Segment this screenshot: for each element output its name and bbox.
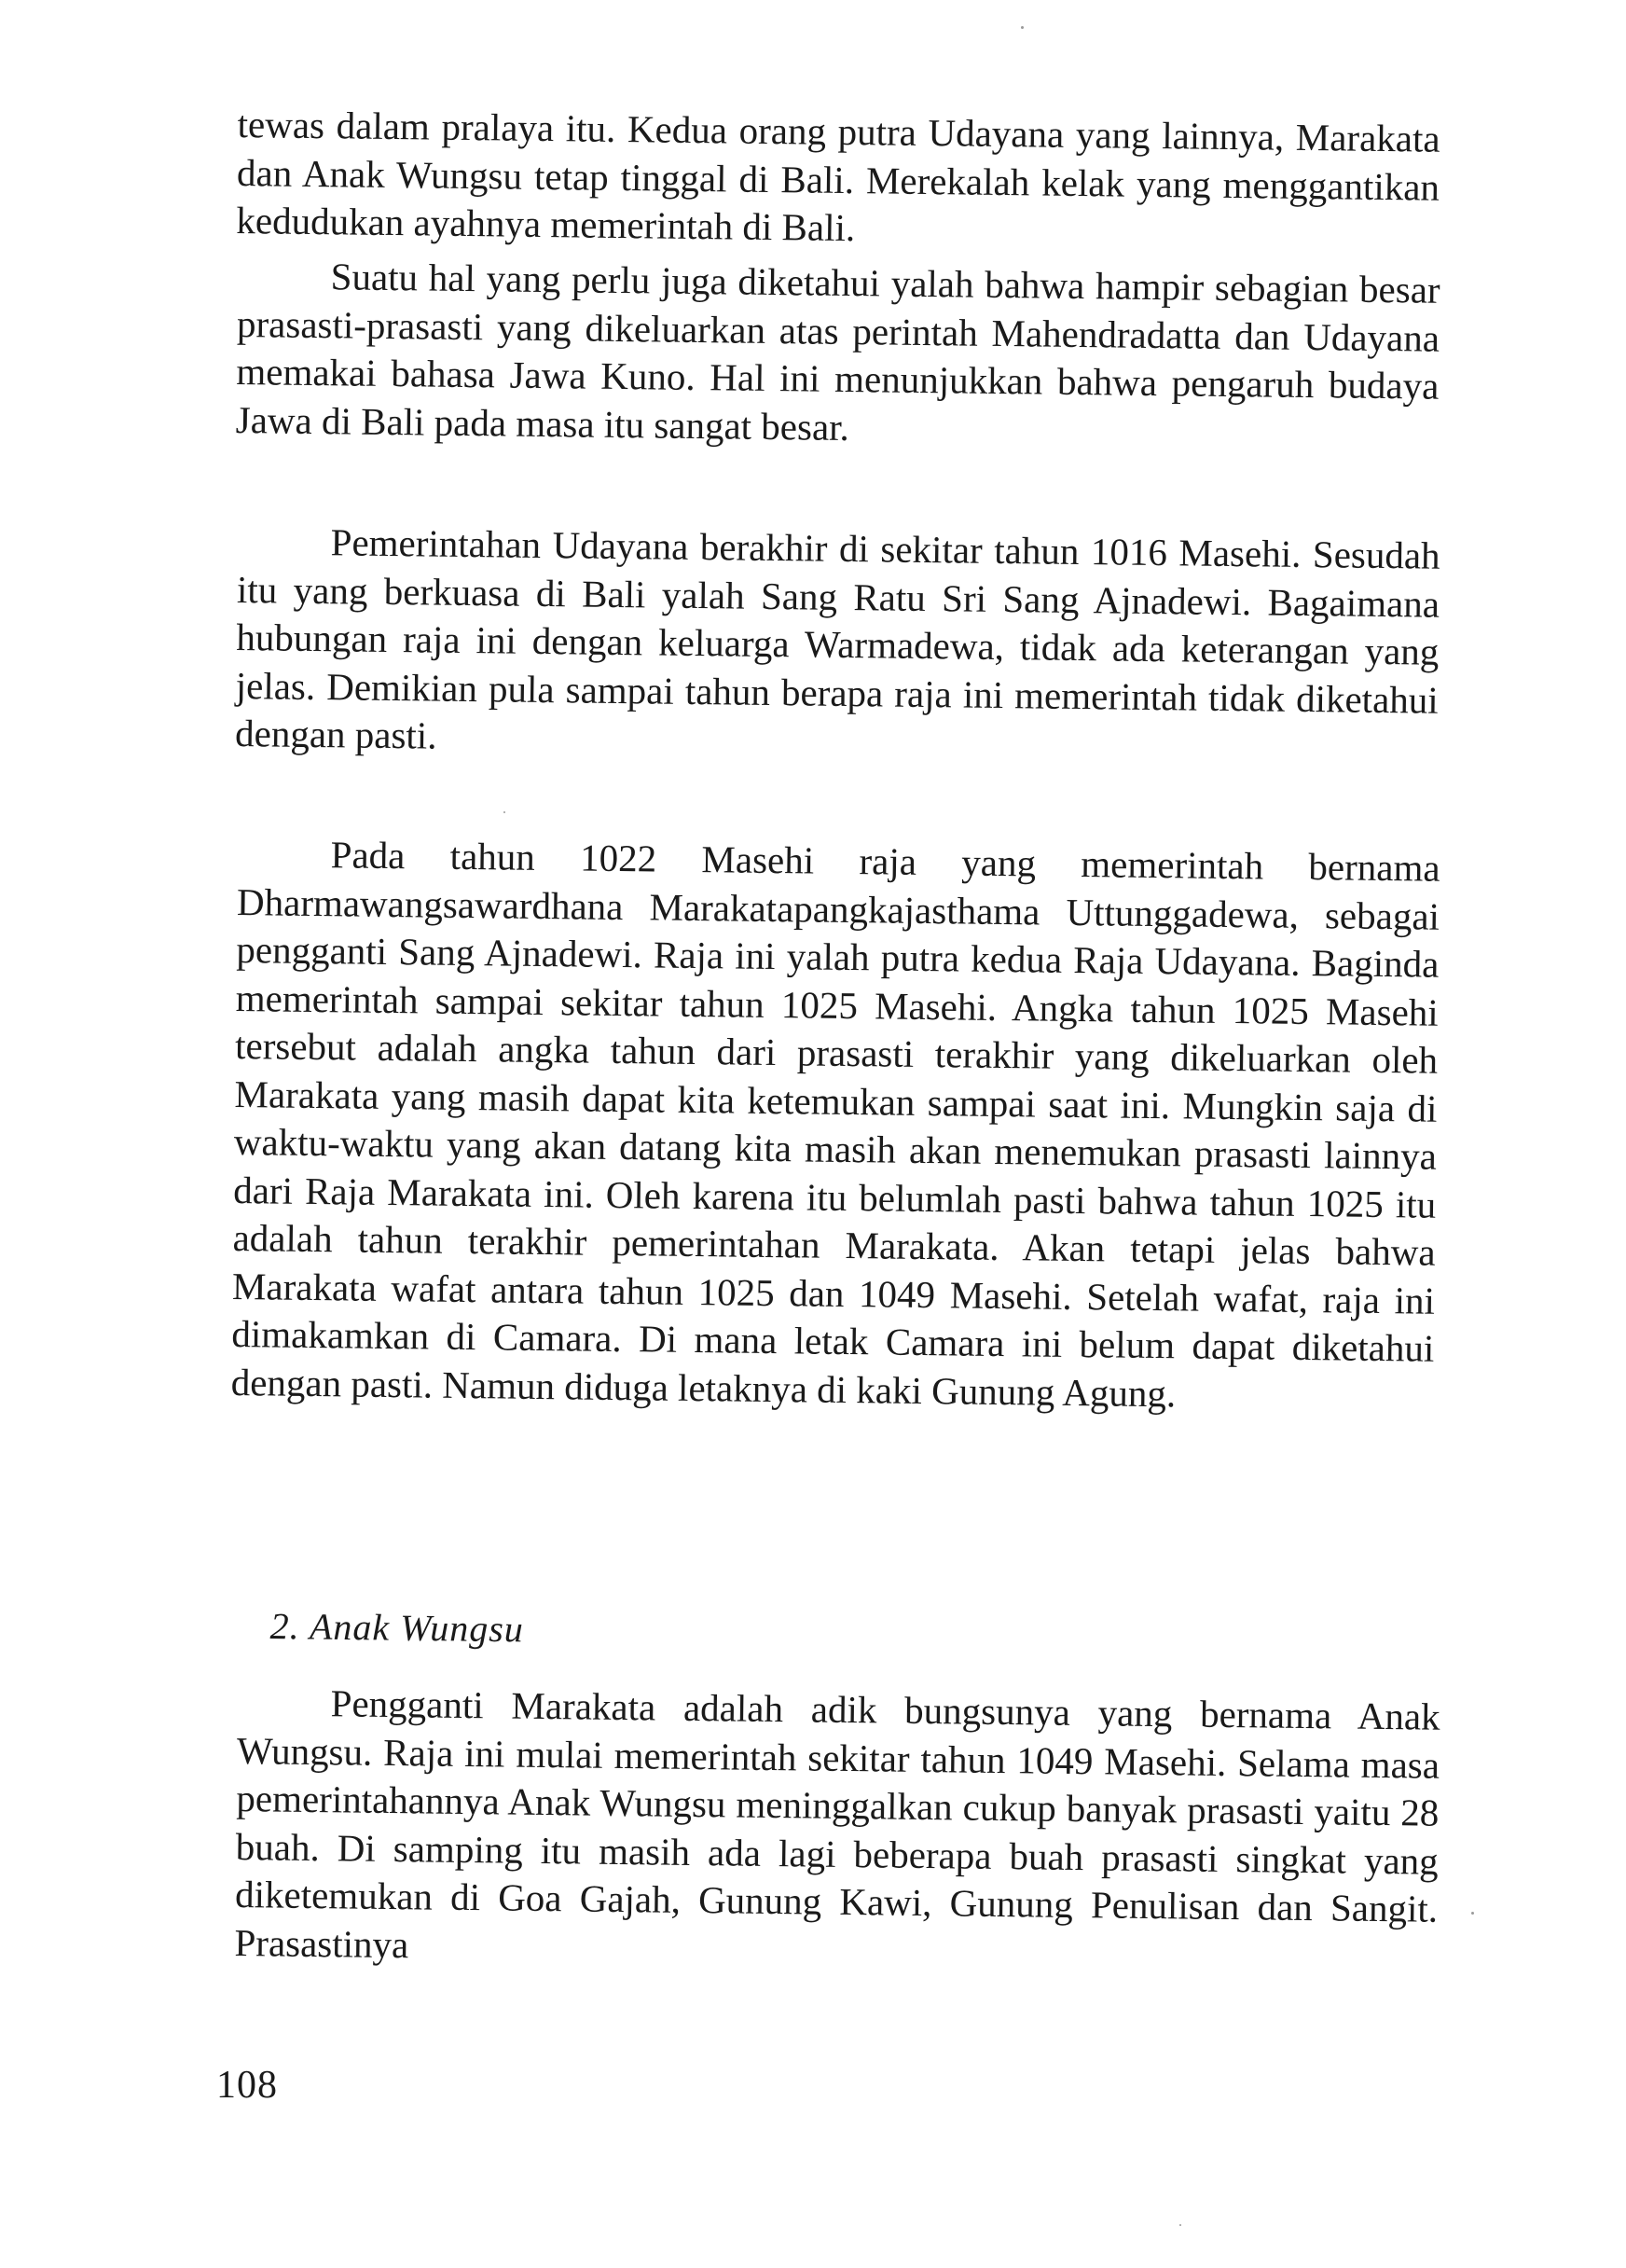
page-number: 108 <box>216 2064 278 2107</box>
paragraph-text: Pemerintahan Udayana berakhir di sekitar tahun 1016 Masehi. Sesudah itu yang berkuasa di Bali yalah Sang Ratu Sri Sang Ajnadewi. Bagaimana hubungan raja ini dengan keluarga Warmadewa, tidak ada keterangan yang jelas. Demikian pula sampai tahun berapa raja ini memerintah tidak diketahui dengan pasti. <box>234 520 1440 757</box>
section-heading: 2. Anak Wungsu <box>269 1604 525 1651</box>
paragraph-anak-wungsu <box>234 1679 1440 1982</box>
scan-speck <box>1471 1912 1474 1915</box>
scan-speck <box>1179 2224 1181 2226</box>
paragraph-continuation <box>236 101 1440 259</box>
paragraph-prasasti-language <box>235 252 1440 459</box>
paragraph-text: Pada tahun 1022 Masehi raja yang memerintah bernama Dharmawangsawardhana Marakatapangkajasthama Uttunggadewa, sebagai pengganti Sang Ajnadewi. Raja ini yalah putra kedua Raja Udayana. Baginda memerintah sampai sekitar tahun 1025 Masehi. Angka tahun 1025 Masehi tersebut adalah angka tahun dari prasasti terakhir yang dikeluarkan oleh Marakata yang masih dapat kita ketemukan sampai saat ini. Mungkin saja di waktu-waktu yang akan datang kita masih akan menemukan prasasti lainnya dari Raja Marakata ini. Oleh karena itu belumlah pasti bahwa tahun 1025 itu adalah tahun terakhir pemerintahan Marakata. Akan tetapi jelas bahwa Marakata wafat antara tahun 1025 dan 1049 Masehi. Setelah wafat, raja ini dimakamkan di Camara. Di mana letak Camara ini belum dapat diketahui dengan pasti. Namun diduga letaknya di kaki Gunung Agung. <box>230 833 1440 1415</box>
paragraph-marakata <box>230 830 1440 1421</box>
paragraph-text: Pengganti Marakata adalah adik bungsunya yang bernama Anak Wungsu. Raja ini mulai memerintah sekitar tahun 1049 Masehi. Selama masa pemerintahannya Anak Wungsu meninggalkan cukup banyak prasasti yaitu 28 buah. Di samping itu masih ada lagi beberapa buah prasasti singkat yang diketemukan di Goa Gajah, Gunung Kawi, Gunung Penulisan dan Sangit. Prasastinya <box>234 1681 1440 1966</box>
paragraph-text: tewas dalam pralaya itu. Kedua orang putra Udayana yang lainnya, Marakata dan Anak Wungsu tetap tinggal di Bali. Merekalah kelak yang menggantikan kedudukan ayahnya memerintah di Bali. <box>236 102 1440 250</box>
paragraph-text: Suatu hal yang perlu juga diketahui yalah bahwa hampir sebagian besar prasasti-prasasti yang dikeluarkan atas perintah Mahendradatta dan Udayana memakai bahasa Jawa Kuno. Hal ini menunjukkan bahwa pengaruh budaya Jawa di Bali pada masa itu sangat besar. <box>235 255 1440 449</box>
scan-speck <box>1021 26 1024 29</box>
scan-speck <box>503 811 505 813</box>
paragraph-end-of-udayana <box>235 518 1440 772</box>
